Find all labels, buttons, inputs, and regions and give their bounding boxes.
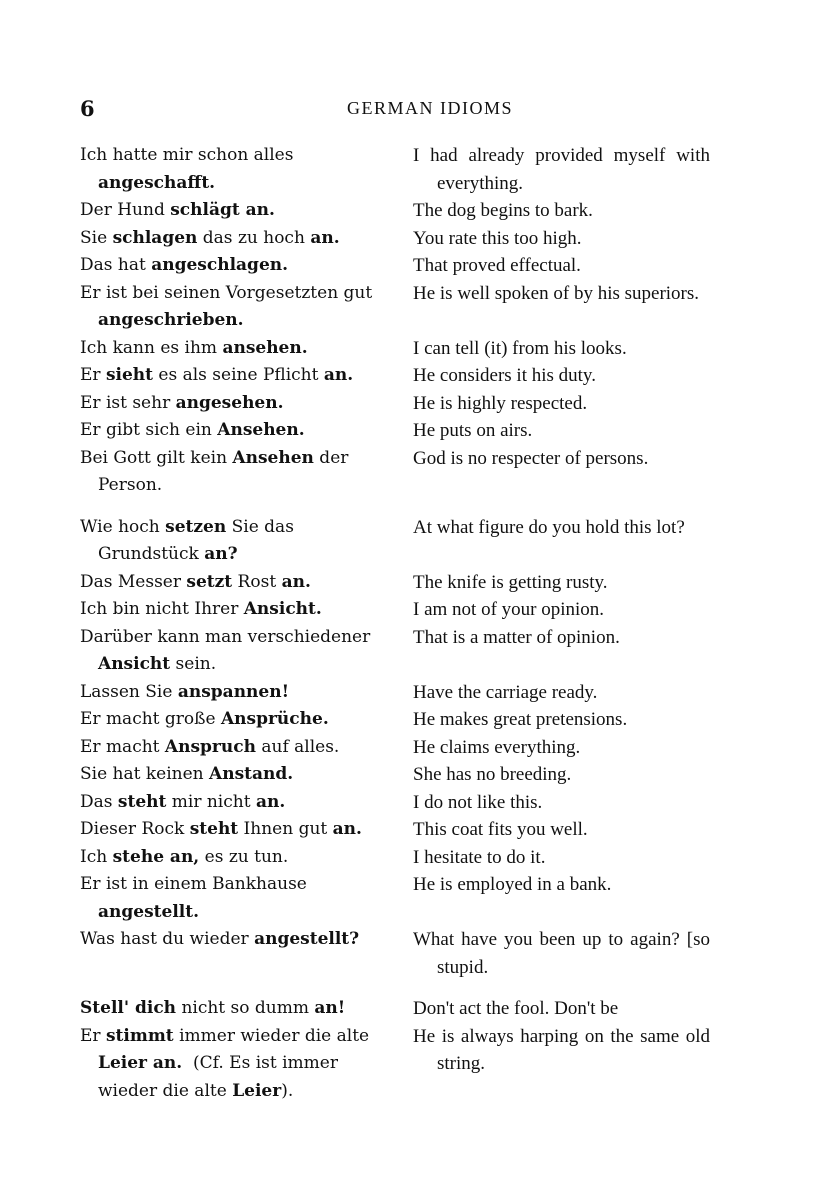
german-phrase: Ich hatte mir schon alles angeschafft. xyxy=(80,145,299,193)
emphasis: angestellt. xyxy=(98,901,200,922)
english-translation: At what figure do you hold this lot? xyxy=(413,516,685,538)
english-translation: I am not of your opinion. xyxy=(413,599,605,620)
idiom-entry xyxy=(80,335,710,363)
idiom-entry xyxy=(80,514,710,569)
english-translation: Don't act the fool. Don't be xyxy=(413,998,619,1019)
emphasis: an. xyxy=(323,365,354,385)
emphasis: an. xyxy=(281,571,311,592)
german-phrase: Darüber kann man verschiedener Ansicht sein. xyxy=(80,626,376,674)
german-phrase: Er sieht es als seine Pflicht an. xyxy=(80,365,354,385)
german-phrase: Er macht große Ansprüche. xyxy=(80,709,329,729)
emphasis: angeschlagen. xyxy=(151,255,289,275)
idiom-entry xyxy=(80,789,710,817)
english-translation: He makes great pretensions. xyxy=(413,709,628,730)
emphasis: an? xyxy=(204,544,238,564)
emphasis: Leier an. xyxy=(98,1053,183,1073)
emphasis: an. xyxy=(310,227,340,248)
emphasis: an! xyxy=(314,998,346,1018)
emphasis: Ansprüche. xyxy=(220,709,329,729)
german-phrase: Ich kann es ihm ansehen. xyxy=(80,337,308,358)
german-phrase: Das steht mir nicht an. xyxy=(80,791,286,812)
idiom-entry xyxy=(80,390,710,418)
idiom-entry xyxy=(80,445,710,500)
german-phrase: Bei Gott gilt kein Ansehen der Person. xyxy=(80,447,354,495)
english-translation: He puts on airs. xyxy=(413,420,533,441)
english-translation: That is a matter of opinion. xyxy=(413,626,620,648)
english-translation: This coat fits you well. xyxy=(413,819,588,840)
idiom-entry xyxy=(80,706,710,734)
emphasis: angeschafft. xyxy=(98,172,216,193)
german-phrase: Er ist bei seinen Vorgesetzten gut angeschrieben. xyxy=(80,282,378,330)
german-phrase: Ich bin nicht Ihrer Ansicht. xyxy=(80,599,322,619)
idiom-entry xyxy=(80,596,710,624)
english-translation: She has no breeding. xyxy=(413,764,572,785)
page-number: 6 xyxy=(80,96,95,121)
english-translation: He is employed in a bank. xyxy=(413,874,612,895)
english-translation: What have you been up to again? [so stupid. xyxy=(413,929,710,978)
english-translation: The dog begins to bark. xyxy=(413,200,593,221)
german-phrase: Er ist in einem Bankhause angestellt. xyxy=(80,874,313,922)
idiom-entry xyxy=(80,1023,710,1106)
english-translation: He considers it his duty. xyxy=(413,365,596,386)
german-phrase: Wie hoch setzen Sie das Grundstück an? xyxy=(80,516,300,564)
idiom-entry xyxy=(80,569,710,597)
german-phrase: Was hast du wieder angestellt? xyxy=(80,929,360,949)
emphasis: an. xyxy=(255,791,286,812)
emphasis: angesehen. xyxy=(175,392,284,413)
emphasis: Ansehen. xyxy=(217,420,305,440)
emphasis: setzen xyxy=(165,516,227,537)
idiom-entry xyxy=(80,871,710,926)
emphasis: setzt xyxy=(186,571,233,592)
german-phrase: Er stimmt immer wieder die alte Leier an. (Cf. Es ist immer wieder die alte Leier). xyxy=(80,1025,375,1101)
english-translation: That proved effectual. xyxy=(413,255,581,276)
emphasis: ansehen. xyxy=(222,337,308,358)
german-phrase: Das Messer setzt Rost an. xyxy=(80,571,311,592)
emphasis: anspannen! xyxy=(177,681,290,702)
german-phrase: Sie hat keinen Anstand. xyxy=(80,764,294,784)
idiom-entry xyxy=(80,734,710,762)
english-translation: He is always harping on the same old string. xyxy=(413,1025,710,1074)
emphasis: stehe an, xyxy=(112,846,200,867)
emphasis: Ansehen xyxy=(232,447,314,468)
running-head: GERMAN IDIOMS xyxy=(346,98,513,118)
emphasis: Anstand. xyxy=(209,764,294,784)
emphasis: Ansicht. xyxy=(243,599,322,619)
idiom-entry xyxy=(80,844,710,872)
emphasis: schlägt an. xyxy=(170,200,275,220)
idiom-entry xyxy=(80,280,710,335)
english-translation: I can tell (it) from his looks. xyxy=(413,337,627,359)
idiom-entry xyxy=(80,926,710,981)
german-phrase: Sie schlagen das zu hoch an. xyxy=(80,227,340,248)
emphasis: stimmt xyxy=(105,1025,174,1046)
english-translation: The knife is getting rusty. xyxy=(413,571,608,593)
emphasis: steht xyxy=(189,819,239,839)
idiom-entry xyxy=(80,362,710,390)
emphasis: Leier xyxy=(232,1080,282,1101)
idiom-entry xyxy=(80,995,710,1023)
english-translation: He claims everything. xyxy=(413,736,581,758)
german-phrase: Ich stehe an, es zu tun. xyxy=(80,846,289,867)
idiom-entry xyxy=(80,679,710,707)
english-translation: You rate this too high. xyxy=(413,227,582,249)
english-translation: God is no respecter of persons. xyxy=(413,447,649,469)
idiom-list xyxy=(80,142,710,1105)
emphasis: an. xyxy=(332,819,362,839)
german-phrase: Dieser Rock steht Ihnen gut an. xyxy=(80,819,362,839)
emphasis: Ansicht xyxy=(98,654,171,674)
idiom-entry xyxy=(80,761,710,789)
english-translation: Have the carriage ready. xyxy=(413,681,598,703)
english-translation: I do not like this. xyxy=(413,791,543,813)
emphasis: angeschrieben. xyxy=(98,310,244,330)
emphasis: schlagen xyxy=(112,227,198,248)
german-phrase: Er macht Anspruch auf alles. xyxy=(80,736,340,757)
idiom-entry xyxy=(80,417,710,445)
german-phrase: Der Hund schlägt an. xyxy=(80,200,275,220)
german-phrase: Stell' dich nicht so dumm an! xyxy=(80,998,346,1018)
emphasis: Stell' dich xyxy=(80,998,177,1018)
idiom-entry xyxy=(80,142,710,197)
english-translation: He is well spoken of by his superiors. xyxy=(413,282,700,304)
emphasis: angestellt? xyxy=(254,929,360,949)
english-translation: I had already provided myself with everything. xyxy=(413,145,710,194)
english-translation: I hesitate to do it. xyxy=(413,846,546,868)
german-phrase: Lassen Sie anspannen! xyxy=(80,681,290,702)
german-phrase: Er ist sehr angesehen. xyxy=(80,392,284,413)
emphasis: Anspruch xyxy=(164,736,256,757)
idiom-entry xyxy=(80,624,710,679)
idiom-entry xyxy=(80,225,710,253)
english-translation: He is highly respected. xyxy=(413,392,588,414)
idiom-entry xyxy=(80,197,710,225)
emphasis: sieht xyxy=(105,365,154,385)
emphasis: steht xyxy=(117,791,167,812)
page-header xyxy=(80,96,780,126)
german-phrase: Das hat angeschlagen. xyxy=(80,255,289,275)
idiom-entry xyxy=(80,252,710,280)
idiom-entry xyxy=(80,816,710,844)
german-phrase: Er gibt sich ein Ansehen. xyxy=(80,420,305,440)
